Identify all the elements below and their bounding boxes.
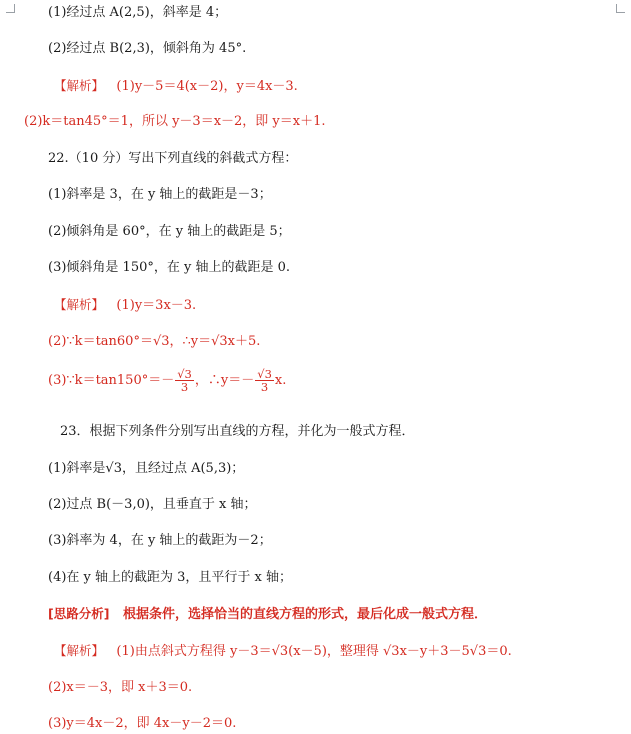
q23-part1: (1)斜率是√3，且经过点 A(5,3)； bbox=[48, 461, 245, 476]
q22-answer3-suffix: x. bbox=[274, 373, 287, 388]
fraction-denominator: 3 bbox=[180, 380, 189, 394]
margin-corner-mark-left bbox=[6, 4, 15, 13]
q22-part3: (3)倾斜角是 150°，在 y 轴上的截距是 0. bbox=[48, 260, 291, 275]
q22-answer-tag: 【解析】 bbox=[54, 297, 105, 312]
fraction-numerator: √3 bbox=[177, 367, 192, 381]
margin-corner-mark-right bbox=[616, 4, 625, 13]
q23-analysis-tag: [思路分析] bbox=[48, 606, 110, 621]
q23-part4: (4)在 y 轴上的截距为 3，且平行于 x 轴； bbox=[48, 570, 293, 585]
q23-analysis bbox=[48, 605, 487, 624]
q22-answer3-prefix: (3)∵k＝tan150°＝－ bbox=[48, 373, 175, 388]
q21-answer-tag: 【解析】 bbox=[54, 78, 105, 93]
q21-answer1-text: (1)y－5＝4(x－2)，y＝4x－3. bbox=[116, 79, 298, 94]
q23-part3: (3)斜率为 4，在 y 轴上的截距为－2； bbox=[48, 533, 272, 548]
q23-answer2: (2)x＝－3，即 x＋3＝0. bbox=[48, 680, 193, 695]
q23-answer-tag: 【解析】 bbox=[54, 643, 105, 658]
q23-answer1-text: (1)由点斜式方程得 y－3＝√3(x－5)，整理得 √3x－y＋3－5√3＝0. bbox=[116, 644, 512, 659]
q22-title: 22.（10 分）写出下列直线的斜截式方程： bbox=[48, 151, 298, 166]
q22-answer3 bbox=[48, 368, 286, 393]
fraction-denominator: 3 bbox=[260, 380, 269, 394]
q22-answer3-middle: ，∴y＝－ bbox=[194, 373, 255, 388]
q22-answer1 bbox=[54, 296, 196, 315]
q23-part2: (2)过点 B(－3,0)，且垂直于 x 轴； bbox=[48, 497, 257, 512]
q22-answer1-text: (1)y＝3x－3. bbox=[116, 298, 197, 313]
q23-answer3: (3)y＝4x－2，即 4x－y－2＝0. bbox=[48, 716, 237, 731]
q23-title: 23．根据下列条件分别写出直线的方程，并化为一般式方程． bbox=[60, 424, 415, 439]
q22-answer3-fraction2 bbox=[255, 368, 274, 393]
q22-answer2: (2)∵k＝tan60°＝√3，∴y＝√3x＋5. bbox=[48, 334, 261, 349]
q22-part1: (1)斜率是 3，在 y 轴上的截距是－3； bbox=[48, 187, 272, 202]
q21-part1: (1)经过点 A(2,5)，斜率是 4； bbox=[48, 5, 228, 20]
q21-part2: (2)经过点 B(2,3)，倾斜角为 45°. bbox=[48, 41, 247, 56]
q21-answer1 bbox=[54, 77, 298, 96]
fraction-numerator: √3 bbox=[257, 367, 272, 381]
q21-answer2: (2)k＝tan45°＝1，所以 y－3＝x－2，即 y＝x＋1. bbox=[24, 114, 326, 129]
q22-part2: (2)倾斜角是 60°，在 y 轴上的截距是 5； bbox=[48, 224, 291, 239]
q23-answer1 bbox=[54, 642, 512, 661]
q23-analysis-text: 根据条件，选择恰当的直线方程的形式，最后化成一般式方程． bbox=[123, 607, 488, 622]
q22-answer3-fraction1 bbox=[175, 368, 194, 393]
